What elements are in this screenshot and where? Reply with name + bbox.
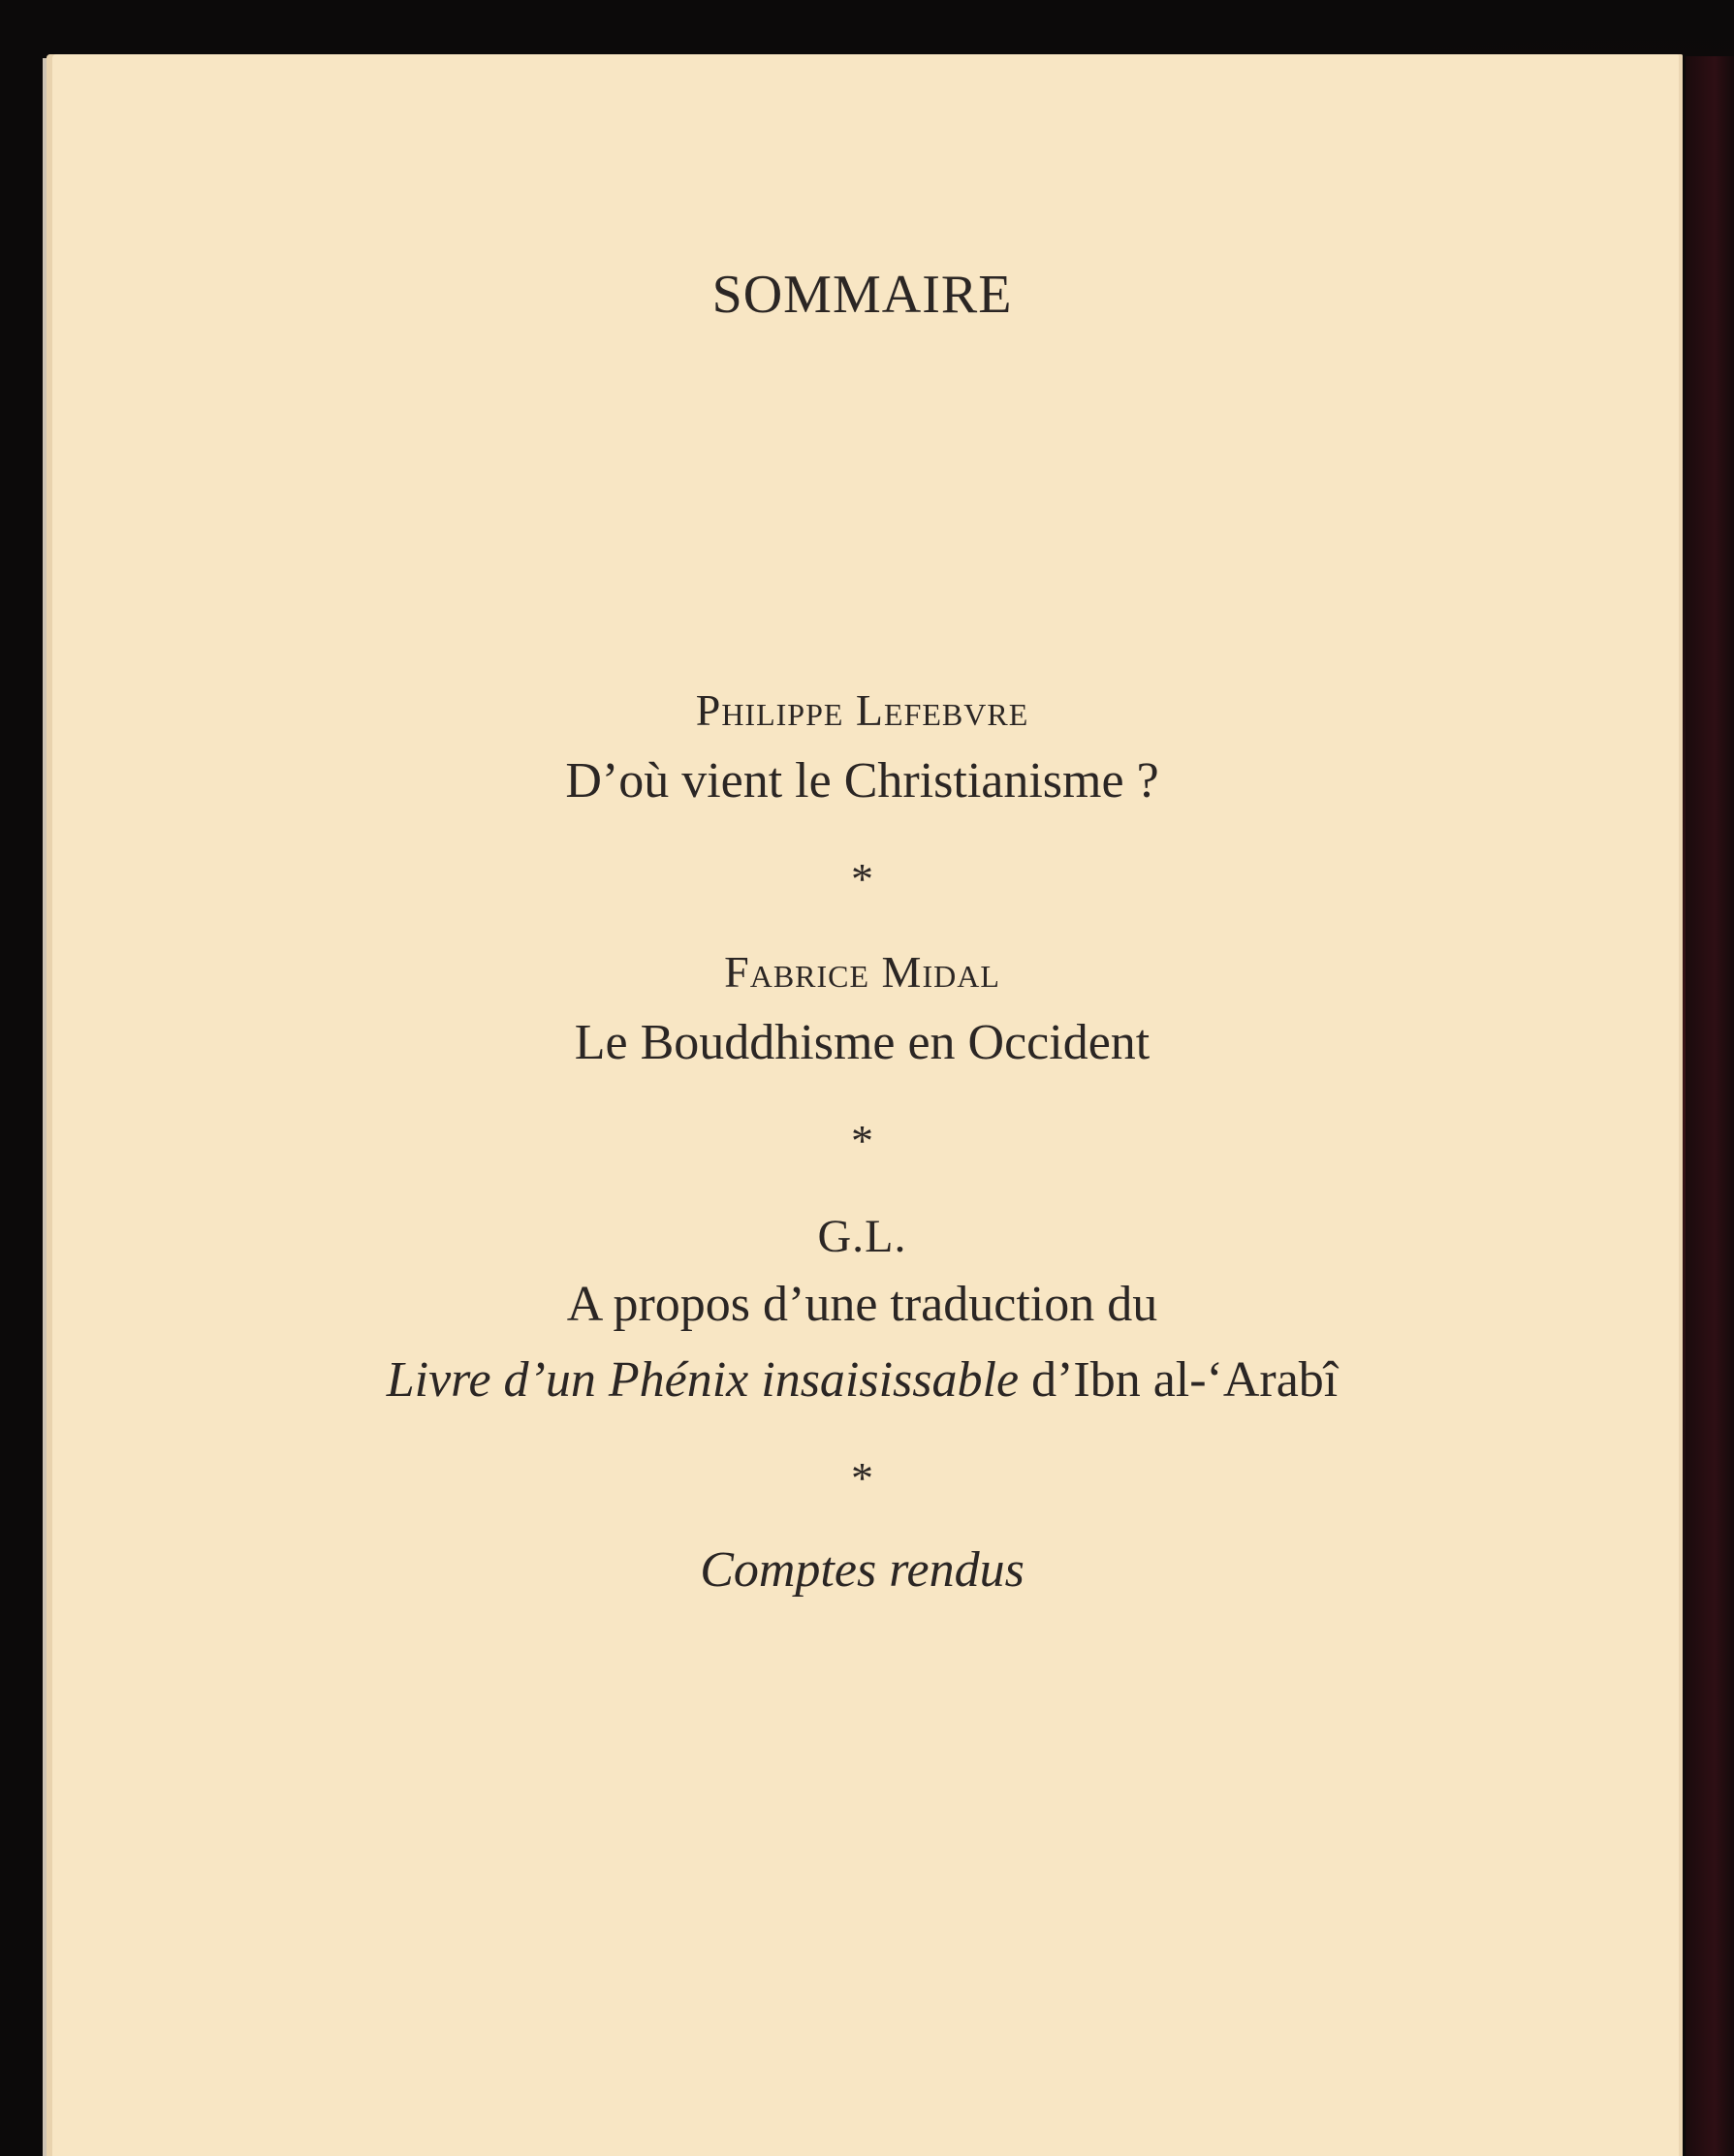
entry-1-title: D’où vient le Christianisme ? — [565, 753, 1159, 808]
entry-1-author: Philippe Lefebvre — [695, 685, 1029, 735]
entry-3-title-line-2 — [0, 1351, 1724, 1409]
entry-3-author: G.L. — [817, 1211, 907, 1262]
separator-2: * — [851, 1116, 873, 1165]
entry-2-author: Fabrice Midal — [724, 947, 1000, 997]
page-title: SOMMAIRE — [711, 265, 1013, 325]
separator-3: * — [851, 1453, 873, 1503]
book-author-suffix: d’Ibn al-‘Arabî — [1019, 1352, 1339, 1408]
entry-3-title-line-1: A propos d’une traduction du — [566, 1277, 1158, 1332]
entry-2-title: Le Bouddhisme en Occident — [574, 1015, 1151, 1070]
separator-1: * — [851, 854, 873, 904]
closing-section: Comptes rendus — [700, 1542, 1025, 1598]
book-title-italic: Livre d’un Phénix insaisissable — [386, 1352, 1020, 1408]
